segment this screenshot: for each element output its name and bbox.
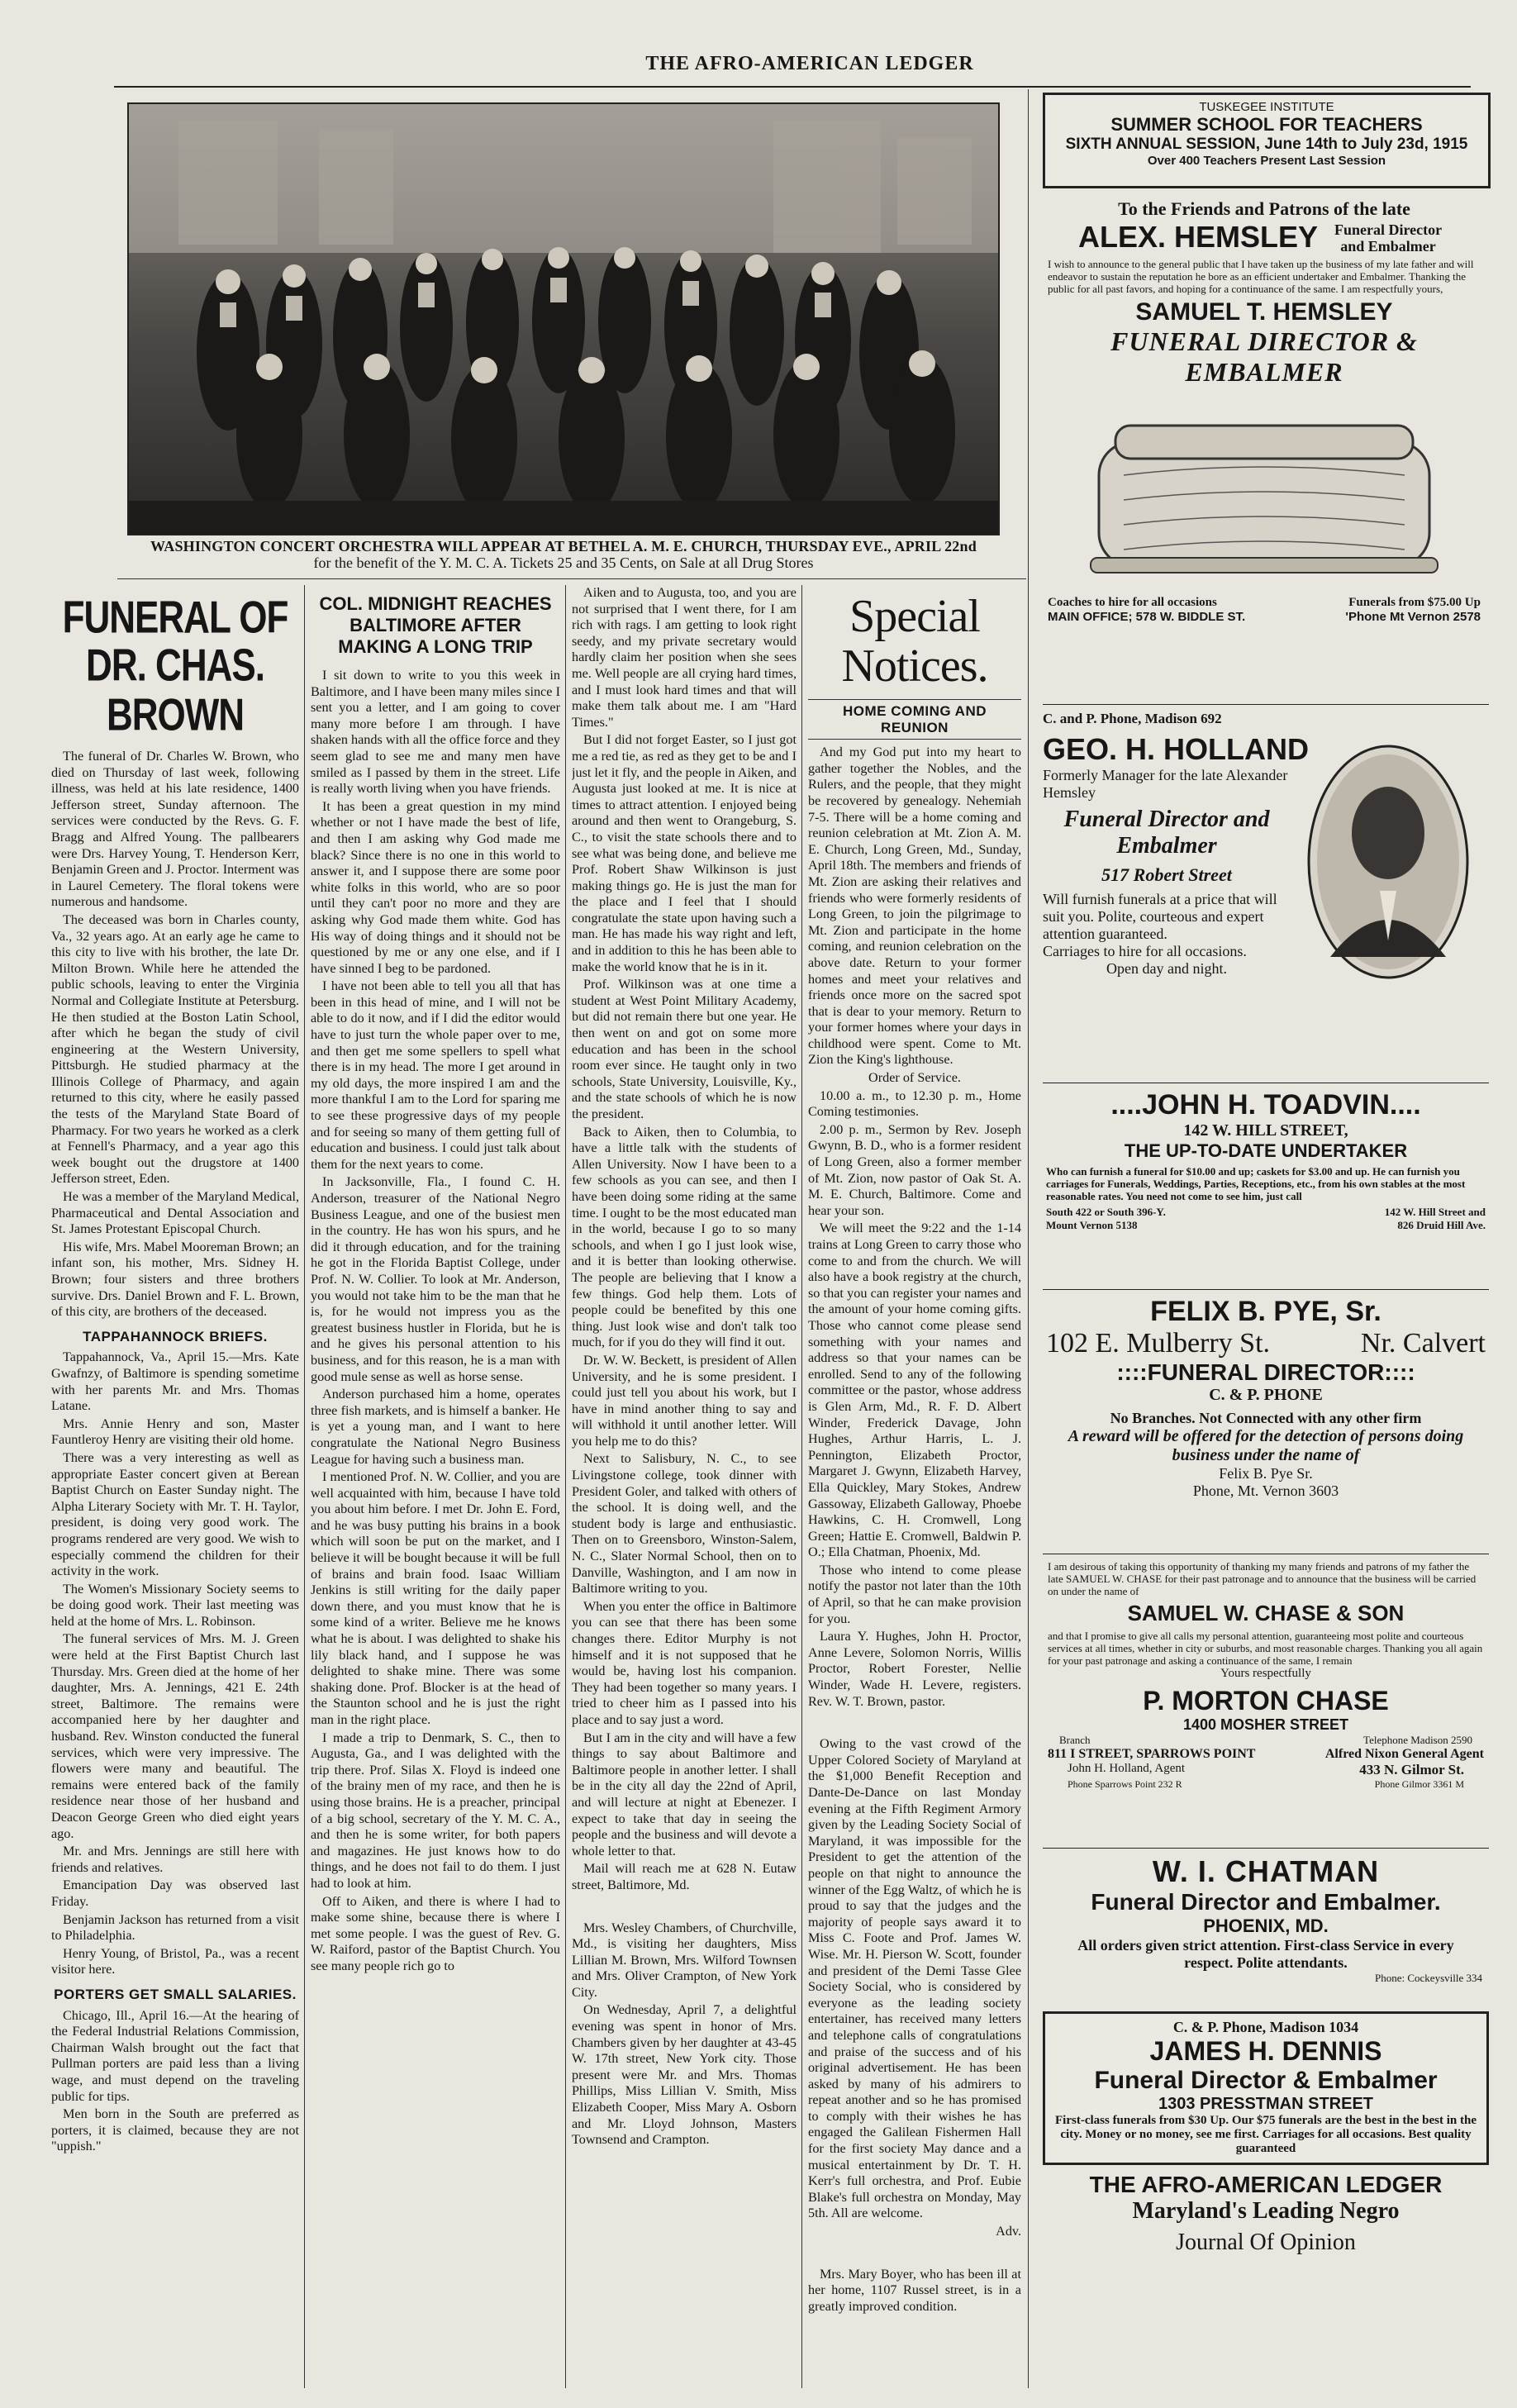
paragraph: Benjamin Jackson has returned from a visit to Philadelphia.: [51, 1911, 299, 1944]
ad-text: John H. Holland, Agent: [1068, 1762, 1186, 1775]
paragraph: Anderson purchased him a home, operates three fish markets, and is himself a banker. He is yet a young man, and I want to here congratulate the National Negro Business League for having such a business man.: [311, 1387, 560, 1467]
ad-text: South 422 or South 396-Y.: [1046, 1206, 1166, 1218]
caption-rule: [117, 578, 1026, 579]
paragraph: Mail will reach me at 628 N. Eutaw street, Baltimore, Md.: [572, 1861, 797, 1892]
paragraph: Order of Service.: [868, 1070, 961, 1086]
paragraph: Back to Aiken, then to Columbia, to have a little talk with the students of Allen University. Now I have been to a few schools as you can see, and then I have been doing some riding at the same time. I ought to be the most educated man in the world, because I go to so many schools, and when I go I just look wise, and it is better than looking otherwise. The people are believing that I know a few things. God help them. Lots of people could be benefited by this one thing. Just look wise and don't talk too much, for if you do they will find it out.: [572, 1124, 797, 1350]
paragraph: Henry Young, of Bristol, Pa., was a recent visitor here.: [51, 1945, 299, 1977]
orchestra-photo-image: [129, 104, 998, 534]
paragraph: On Wednesday, April 7, a delightful evening was spent in honor of Mrs. Chambers given by her daughter at 43-45 W. 17th street, New York city. Those present were Mr. and Mrs. Thomas Phillips, Miss Lillian V. Smith, Miss Elizabeth Cooper, Miss Mary A. Osborn and Mr. Lloyd Johnson, Masters Townsend and Crampton.: [572, 2002, 797, 2148]
ad-text: Phone, Mt. Vernon 3603: [1192, 1482, 1339, 1499]
ad-text: No Branches. Not Connected with any other firm: [1110, 1410, 1422, 1426]
paragraph: And my God put into my heart to gather together the Nobles, and the Rulers, and the people, that they might be recovered by genealogy. Nehemiah 7-5. There will be a home coming and reunion celebration at Mt. Zion A. M. E. Church, Long Green, Md., Sunday, April 18th. The members and friends of Mt. Zion are asking their relatives and friends who were formerly residents of Long Green, to join the pilgrimage to Mt. Zion and participate in the home coming, and reunion celebration on the above date. Return to your former homes and meet your relatives and friends once more on the sacred spot that is dear to your memory. Return to your former homes where your days in childhood were spent. Come to Mt. Zion the King's lighthouse.: [808, 745, 1021, 1068]
ad-text: and that I promise to give all calls my personal attention, guaranteeing most polite and courteous services at all times, whether in city or suburbs, and most reasonable charges. Thanking you all again for your past patronage and asking a continuance of the same, I remain: [1048, 1630, 1483, 1667]
photo-caption: [122, 538, 1005, 571]
ad-text: C. & P. Phone, Madison 1034: [1172, 2019, 1359, 2035]
ad-text: Funeral Director and Embalmer: [1334, 221, 1443, 255]
headline-col-midnight: COL. MIDNIGHT REACHES BALTIMORE AFTER MAKING A LONG TRIP: [319, 593, 552, 657]
adv-mark: Adv.: [996, 2224, 1021, 2239]
ad-holland: [1043, 711, 1489, 1074]
ad-text: Journal Of Opinion: [1176, 2230, 1356, 2255]
ad-text: C. and P. Phone, Madison 692: [1043, 711, 1222, 726]
ad-text: SIXTH ANNUAL SESSION, June 14th to July 23d, 1915: [1065, 136, 1468, 153]
ad-text: 517 Robert Street: [1101, 864, 1232, 885]
paragraph: Men born in the South are preferred as porters, it is claimed, because they are not "uppish.": [51, 2106, 299, 2154]
column-rule: [304, 585, 305, 2388]
paragraph: But I did not forget Easter, so I just got me a red tie, as red as they get to be and I just let it fly, and the people in Aiken, and Augusta just looked at me. It is nice at times to attract attention. I enjoyed being around and then went to Orangeburg, S. C., to visit the state schools there and to see what was being done, and believe me Prof. Robert Shaw Wilkinson is just making things go. He is just the man for the place and I feel that I should congratulate the state upon having such a man. He has made his way right and left, and in addition to this he has been able to make the world know that he is in it.: [572, 732, 797, 974]
ad-text: 811 I STREET, SPARROWS POINT: [1048, 1747, 1256, 1761]
paragraph: I made a trip to Denmark, S. C., then to Augusta, Ga., and I was delighted with the trip there. Prof. Silas X. Floyd is indeed one of the brainy men of my race, and then he is using those brains. He is a preacher, principal of a big school, secretary of the Y. M. C. A., and then he is some writer, for both papers and magazines. He just knows how to do things, and he does not fail to do them. I just had to look at him.: [311, 1730, 560, 1891]
ad-text: Embalmer: [1116, 833, 1217, 859]
paragraph: It has been a great question in my mind whether or not I have made the best of life, and then I am asking why God made me black? Since there is no one in this world to answer it, and I suppose there are some poor white folks in this world, who are so poor until they can't poor no more and they are asking why God made them white. God has His way of doing things and it should not be questioned by me or any one else, and if I have sinned I beg to be pardoned.: [311, 798, 560, 976]
article-col-midnight: [311, 585, 560, 2395]
masthead-rule: [114, 86, 1471, 88]
ad-text: First-class funerals from $30 Up. Our $75 funerals are the best in the best in the city. Money or no money, see me first. Carriages for all occasions. Best quality guaranteed: [1055, 2114, 1477, 2155]
orchestra-photo: [127, 102, 1000, 535]
paragraph: Aiken and to Augusta, too, and you are not surprised that I went there, for I am rich with rags. I am getting to look right seedy, and my private secretary would hardly claim her position when she sees me. Well people are all crying hard times, and I must look hard times and that will make them talk about me. I am "Hard Times.": [572, 585, 797, 730]
ad-text: ....JOHN H. TOADVIN....: [1110, 1089, 1421, 1121]
ad-text: Will furnish funerals at a price that will suit you. Polite, courteous and expert attention guaranteed.: [1043, 891, 1277, 942]
paragraph: Mrs. Wesley Chambers, of Churchville, Md., is visiting her daughters, Miss Lillian M. Brown, Mrs. Wilford Townsen and Mrs. Oliver Crampton, of New York City.: [572, 1920, 797, 2000]
ad-dennis: [1043, 2011, 1489, 2165]
ad-text: JAMES H. DENNIS: [1149, 2036, 1382, 2066]
ad-text: Funeral Director & Embalmer: [1094, 2067, 1438, 2094]
paragraph: Prof. Wilkinson was at one time a student at West Point Military Academy, but did not remain there but one year. He then went on and got on some more education and has been in the school room ever since. He taught only in two schools, State University, Louisville, Ky., and the state schools of which he is now the president.: [572, 977, 797, 1121]
paragraph: In Jacksonville, Fla., I found C. H. Anderson, treasurer of the National Negro Business League, and one of the busiest men in the country. He has won his spurs, and he did it through education, and for the training he got in the Florida Baptist College, under Prof. N. W. Collier. To look at Mr. Anderson, you would not take him to be the man that he is, for he would not impress you as the greatest business hustler in Florida, but he is and he gives his personal attention to his business, and for this reason, he is a man with good mule sense as well as horse sense.: [311, 1174, 560, 1384]
subhead-porters: PORTERS GET SMALL SALARIES.: [54, 1986, 297, 2002]
paragraph: Those who intend to come please notify the pastor not later than the 10th of April, so that he can make provision for you.: [808, 1562, 1021, 1626]
masthead: THE AFRO-AMERICAN LEDGER: [645, 53, 974, 74]
column-rule: [801, 585, 802, 2388]
paragraph: Tappahannock, Va., April 15.—Mrs. Kate Gwafnzy, of Baltimore is spending sometime with her parents Mr. and Mrs. Thomas Latane.: [51, 1349, 299, 1414]
ad-text: FELIX B. PYE, Sr.: [1150, 1296, 1381, 1327]
paragraph: Mr. and Mrs. Jennings are still here with friends and relatives.: [51, 1844, 299, 1875]
ad-ledger: [1043, 2172, 1489, 2296]
ad-text: ::::FUNERAL DIRECTOR::::: [1116, 1359, 1415, 1385]
ad-text: C. & P. PHONE: [1209, 1386, 1323, 1404]
ad-text: TUSKEGEE INSTITUTE: [1199, 100, 1334, 114]
paragraph: 10.00 a. m., to 12.30 p. m., Home Coming testimonies.: [808, 1087, 1021, 1120]
portrait-holland: [1305, 742, 1471, 982]
ad-text: MAIN OFFICE; 578 W. BIDDLE ST.: [1048, 610, 1246, 624]
ad-text: SAMUEL W. CHASE & SON: [1127, 1601, 1405, 1625]
paragraph: Emancipation Day was observed last Friday.: [51, 1877, 299, 1909]
paragraph: Laura Y. Hughes, John H. Proctor, Anne Levere, Solomon Norris, Willis Proctor, Robert Forester, Nellie Winder, Wade H. Levere, registers. Rev. W. T. Brown, pastor.: [808, 1629, 1021, 1709]
paragraph: I have not been able to tell you all that has been in this head of mine, and I will not be able to do it now, and if I did the editor would have to just turn the whole paper over to me, and then get me some spellers to spell what there is in my head. The more I get around in my old days, the more inspired I am and the more thankful I am to the Lord for sparing me to see these progressive days of my people and for seeing so many of them getting full of education and business. I could just talk about them for the next years to come.: [311, 978, 560, 1172]
paragraph: I mentioned Prof. N. W. Collier, and you are well acquainted with him, because I have told you about him before. I met Dr. John E. Ford, and he was busy putting his brains in a book which will soon be put on the market, and I believe it will be bought because it will be full of brains and brain food. Isaac William Jenkins is still writing for the daily paper down there, and you must know that he is some kind of a writer. Believe me he knows what he is about. I was delighted to shake his lily black hand, and I suppose he was delighted to shake mine. There was some shaking done. Prof. Blocker is at the head of the Staunton school and he is just the right man in the right place.: [311, 1469, 560, 1727]
ad-text: PHOENIX, MD.: [1203, 1915, 1329, 1936]
ad-text: Open day and night.: [1106, 960, 1227, 977]
ad-text: Telephone Madison 2590: [1363, 1734, 1472, 1746]
article-col-midnight-cont: [572, 585, 797, 2395]
ad-text: Funeral Director and: [1063, 807, 1270, 832]
paragraph: The funeral services of Mrs. M. J. Green were held at the First Baptist Church last Thursday. Mrs. Green died at the home of her daughter, Mrs. A. Jennings, 421 E. 24th street, Baltimore. The remains were accompanied here by her daughter and husband. Rev. Winston conducted the funeral services, which were very impressive. The flowers were many and beautiful. The remains were entered back of the family residence near those of her husband and Deacon George Green who died eight years ago.: [51, 1631, 299, 1841]
ad-text: Carriages to hire for all occasions.: [1043, 943, 1247, 959]
ad-text: Nr. Calvert: [1360, 1328, 1486, 1359]
headline-dr-chas-brown: DR. CHAS. BROWN: [86, 640, 264, 740]
ad-text: Formerly Manager for the late Alexander Hemsley: [1043, 767, 1288, 801]
ad-text: SUMMER SCHOOL FOR TEACHERS: [1110, 114, 1423, 135]
paragraph: We will meet the 9:22 and the 1-14 trains at Long Green to carry those who come to and from the church. We will also have a book registry at the church, so that you can register your names and the amount of your home coming gifts. Those who cannot come please send something with your names and address so that your names can be enrolled. Send to any of the following committee or the pastor, whose address is Glen Arm, Md., R. F. D. Albert Winder, Frederick Davage, John Hughes, Arthur Harris, L. J. Pennington, Elizabeth Proctor, Margaret J. Gwynn, Elizabeth Harvey, Ella Quickley, Mary Stokes, Andrew Gassoway, Elizabeth Galloway, Phoebe Hawkins, C. H. Cromwell, Long Green; Hattie E. Cromwell, Baldwin P. O.; Ella Chatman, Phoenix, Md.: [808, 1221, 1021, 1560]
article-funeral-dr-brown: [51, 585, 299, 2395]
paragraph: The funeral of Dr. Charles W. Brown, who died on Thursday of last week, following illness, was held at his late residence, 1400 Jefferson street, Sunday afternoon. The services were conducted by the Revs. G. F. Bragg and Alfred Young. The pallbearers were Drs. Harvey Young, T. Henderson Kerr, Benjamin Green and J. Proctor. Interment was in Laurel Cemetery. The floral tokens were numerous and handsome.: [51, 749, 299, 910]
column-rule: [1028, 89, 1029, 2388]
paragraph: 2.00 p. m., Sermon by Rev. Joseph Gwynn, B. D., who is a former resident of Long Green, also a former member of Mt. Zion, now pastor of Oak St. A. M. E. Church, Baltimore. Come and hear your son.: [808, 1121, 1021, 1218]
ad-text: Phone Sparrows Point 232 R: [1068, 1778, 1182, 1790]
ad-tuskegee: [1043, 93, 1491, 188]
special-notices: [808, 585, 1021, 2395]
ad-text: Phone: Cockeysville 334: [1375, 1972, 1482, 1984]
ad-text: 826 Druid Hill Ave.: [1397, 1219, 1486, 1231]
divider: [1043, 704, 1489, 705]
ad-chatman: [1043, 1854, 1489, 2003]
headline-funeral-of: FUNERAL OF: [62, 592, 288, 643]
paragraph: Chicago, Ill., April 16.—At the hearing of the Federal Industrial Relations Commission, Chairman Walsh brought out the fact that Pullman porters are paid less than a living wage, and must depend on the traveling public for tips.: [51, 2007, 299, 2104]
photo-caption-line2: for the benefit of the Y. M. C. A. Tickets 25 and 35 Cents, on Sale at all Drug Stores: [313, 554, 814, 571]
headline-special-notices: Special Notices.: [841, 591, 988, 692]
ad-text: ALEX. HEMSLEY: [1077, 220, 1319, 254]
ad-text: To the Friends and Patrons of the late: [1118, 198, 1410, 219]
ad-text: Felix B. Pye Sr.: [1219, 1465, 1313, 1482]
ad-text: 1303 PRESSTMAN STREET: [1158, 2095, 1374, 2113]
ad-text: THE AFRO-AMERICAN LEDGER: [1089, 2172, 1443, 2197]
ad-hemsley: [1043, 198, 1486, 669]
ad-text: 'Phone Mt Vernon 2578: [1345, 610, 1481, 624]
ad-text: Mount Vernon 5138: [1046, 1219, 1138, 1231]
ad-text: 1400 MOSHER STREET: [1182, 1716, 1349, 1733]
ad-text: GEO. H. HOLLAND: [1043, 732, 1309, 766]
ad-text: I am desirous of taking this opportunity of thanking my many friends and patrons of my father the late SAMUEL W. CHASE for their past patronage and to announce that the business will be carried on under the name of: [1048, 1560, 1477, 1597]
column-rule: [565, 585, 566, 2388]
ad-text: 142 W. HILL STREET,: [1183, 1121, 1348, 1140]
paragraph: Next to Salisbury, N. C., to see Livingstone college, took dinner with President Goler, and talked with others of the school. It is doing well, and the student body is large and enthusiastic. Then on to Greensboro, Winston-Salem, N. C., Slater Normal School, then on to Danville, Washington, and I am now in Baltimore writing to you.: [572, 1451, 797, 1597]
ad-text: Yours respectfully: [1220, 1667, 1311, 1680]
ad-text: THE UP-TO-DATE UNDERTAKER: [1124, 1140, 1408, 1161]
ad-text: Funerals from $75.00 Up: [1348, 596, 1481, 609]
ad-text: 142 W. Hill Street and: [1384, 1206, 1486, 1218]
ad-text: Coaches to hire for all occasions: [1048, 596, 1217, 609]
paragraph: The deceased was born in Charles county, Va., 32 years ago. At an early age he came to this city to live with his brother, the late Dr. Milton Brown. While here he attended the public schools, leaving to enter the Virginia Normal and Collegiate Institute at Petersburg. He then studied at the Boston Latin School, after which he began the study of civil engineering at the Western University, Pittsburgh. He studied pharmacy at the Illinois College of Pharmacy, and again returned to this city, where he easily passed the tests of the Maryland State Board of Pharmacy. For two years he worked as a clerk at Fennell's Pharmacy, and a year ago this week bought out the drugstore at 1400 Jefferson street, Eden.: [51, 911, 299, 1187]
ad-text: SAMUEL T. HEMSLEY: [1135, 298, 1393, 326]
divider: [1043, 1289, 1489, 1290]
ad-text: P. MORTON CHASE: [1143, 1686, 1389, 1716]
ad-text: W. I. CHATMAN: [1152, 1854, 1380, 1888]
ad-text: 433 N. Gilmor St.: [1359, 1762, 1464, 1777]
ad-text: Funeral Director and Embalmer.: [1091, 1889, 1441, 1915]
paragraph: Owing to the vast crowd of the Upper Colored Society of Maryland at the $1,000 Benefit Reception and Dante-De-Dance on last Monday evening at the Fifth Regiment Armory given by the Leading Society Social of Maryland, it was impossible for the President to get the attention of the people on that night to announce the winner of the Egg Waltz, of which he is proud to say that the judges and the majority of people says award it to Miss C. Foote and Prof. James W. Wise. Mr. H. Pierson W. Scott, founder and president of the Demi Tasse Glee Society Social, who is considered by everyone as the leading society entertainer, has received many letters and telephone calls of congratulations and praise of the success and of his original advertisement. He has been asked by many of his admirers to repeat another and so he has promised to comply with their wishes he has engaged the Galilean Fishermen Hall for the first society May dance and a musical entertainment by Dr. T. H. Kerr's full orchestra, and Prof. Eubie Blake's full orchestra on Monday, May 5th. All are welcome.: [808, 1736, 1021, 2221]
photo-caption-line1: WASHINGTON CONCERT ORCHESTRA WILL APPEAR AT BETHEL A. M. E. CHURCH, THURSDAY EVE., APRIL 22nd: [150, 538, 977, 554]
ad-text: Over 400 Teachers Present Last Session: [1147, 154, 1386, 168]
ad-text: Branch: [1059, 1734, 1091, 1746]
ad-text: Who can furnish a funeral for $10.00 and up; caskets for $3.00 and up. He can furnish you carriages for Funerals, Weddings, Parties, Receptions, etc., from his own stables at the most reasonable rates. You need not come to see him, just call: [1046, 1165, 1466, 1202]
paragraph: Mrs. Annie Henry and son, Master Fauntleroy Henry are visiting their old home.: [51, 1416, 299, 1448]
ad-text: Maryland's Leading Negro: [1132, 2198, 1400, 2224]
ad-text: I wish to announce to the general public that I have taken up the business of my late father and will endeavor to sustain the reputation he bore as an efficient undertaker and Embalmer. Thanking the public for all past favors, and hoping for a continuance of the same. I am respectfully yours,: [1048, 258, 1474, 295]
paragraph: Dr. W. W. Beckett, is president of Allen University, and he is some president. I could just tell you about his work, but I have in mind another thing to say and will withhold it until another letter. Will you help me to do this?: [572, 1352, 797, 1449]
paragraph: Off to Aiken, and there is where I had to make some shine, because there is where I met some people. I was the guest of Rev. G. W. Raiford, pastor of the Baptist Church. You see many people rich go to: [311, 1893, 560, 1973]
casket-illustration: [1066, 393, 1462, 591]
paragraph: Mrs. Mary Boyer, who has been ill at her home, 1107 Russel street, is in a greatly improved condition.: [808, 2266, 1021, 2314]
divider: [1043, 1848, 1489, 1849]
ad-text: Alfred Nixon General Agent: [1324, 1747, 1484, 1761]
ad-text: FUNERAL DIRECTOR & EMBALMER: [1110, 326, 1418, 387]
paragraph: But I am in the city and will have a few things to say about Baltimore and Baltimore people in another letter. I shall be in the city all day the 22nd of April, and will lecture at night at Ebenezer. I expect to take that day in seeing the people and the business and will devote a whole letter to that.: [572, 1730, 797, 1858]
ad-pye: [1043, 1296, 1489, 1544]
paragraph: His wife, Mrs. Mabel Mooreman Brown; an infant son, his mother, Mrs. Sidney H. Brown; four sisters and three brothers survive. Drs. Daniel Brown and F. L. Brown, of this city, are brothers of the deceased.: [51, 1239, 299, 1320]
ad-text: Phone Gilmor 3361 M: [1374, 1778, 1464, 1790]
ad-text: A reward will be offered for the detection of persons doing business under the name of: [1068, 1427, 1464, 1464]
paragraph: When you enter the office in Baltimore you can see that there has been some changes there. Editor Murphy is not himself and it is not supposed that he would be, having lost his companion. They had been together so many years. I tried to cheer him as I passed into his place and to say just a word.: [572, 1598, 797, 1727]
paragraph: There was a very interesting as well as appropriate Easter concert given at Berean Baptist Church on Easter Sunday night. The Alpha Literary Society with Mr. T. H. Taylor, president, is doing very good work. The programs rendered are very good. We wish to especially commend the children for their activity in the work.: [51, 1449, 299, 1579]
subhead-tappahannock: TAPPAHANNOCK BRIEFS.: [83, 1328, 268, 1344]
ad-text: All orders given strict attention. First-class Service in every respect. Polite attendants.: [1077, 1937, 1454, 1971]
paragraph: I sit down to write to you this week in Baltimore, and I have been many miles since I sent you a letter, and I am going to cover many more before I am through. I have shaken hands with all the office force and they seem glad to see me and many men have smiled as I passed by them in the street. Life is really worth living when you have friends.: [311, 668, 560, 797]
subhead-home-coming: HOME COMING AND REUNION: [808, 699, 1021, 740]
ad-chase: [1043, 1560, 1489, 1833]
paragraph: The Women's Missionary Society seems to be doing good work. Their last meeting was held at the home of Mrs. L. Robinson.: [51, 1581, 299, 1629]
paragraph: He was a member of the Maryland Medical, Pharmaceutical and Dental Association and St. James Protestant Episcopal Church.: [51, 1189, 299, 1237]
ad-text: 102 E. Mulberry St.: [1046, 1328, 1271, 1359]
